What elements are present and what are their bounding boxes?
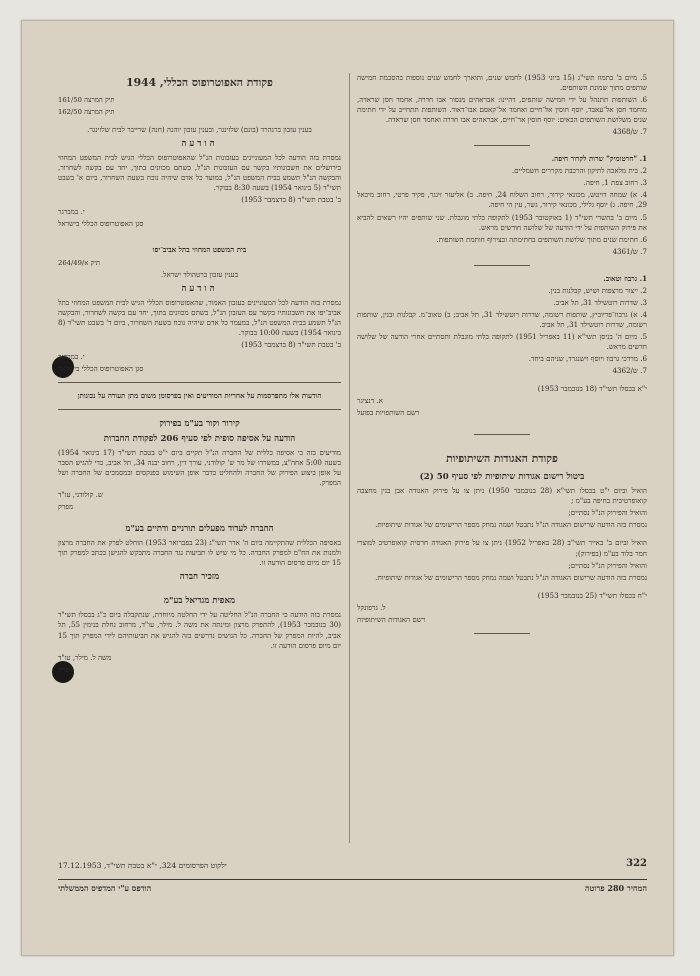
page-number: 322 xyxy=(626,858,647,869)
signature-title: מפרק xyxy=(58,664,74,674)
footer-rule xyxy=(58,879,647,880)
section-divider xyxy=(58,409,341,410)
company-name: החברה לעדוד מפעלים תורניים ודתיים בע"מ xyxy=(125,524,274,535)
section-subtitle: ביטול רישום אגודות שיתופיות לפי סעיף 50 (2) xyxy=(419,472,585,483)
case-reference: תיק המרצה 161/50 xyxy=(58,96,115,104)
list-item: 2. בית מלאכה לתיקון והרכבת מקררים חשמליים. xyxy=(511,166,647,176)
list-item: 7. ש/4361 xyxy=(612,246,647,256)
paragraph: הואיל וביום י"ט בכסלו תשי"א (28 בנובמבר 1950) ניתן צו על פירוק האגודה אבן בנין מחצבה קואופרטיבית בחיפה בע"מ ; xyxy=(357,486,647,506)
list-item: 6. מרדכי גרבוז ויוסף וישנגרד, שניהם ביחד. xyxy=(528,354,647,364)
list-item: 3. רחוב צפת 1, חיפה. xyxy=(583,178,647,188)
section-divider xyxy=(474,145,530,146)
list-item: 4. א) שמחה דויטש, מכונאי קירור, רחוב השלוח 24, חיפה. ב) אליעזר זינגר, פקיד פרטי, רחוב מיכאל 29, חיפה. ג) יוסף גלילי, מכונאי קירור, גשר, עין הי חיפה. xyxy=(357,190,647,210)
section-divider xyxy=(474,265,530,266)
date-line: י"א בכסלו תשי"ד (18 בנובמבר 1953) xyxy=(537,384,647,394)
list-item: 6. חתימת שנים מתוך שלושת השותפים בחתימתה ובצירוף חותמת השותפות. xyxy=(436,234,647,244)
paragraph: נמסרת בזה הודעה כי החברה הנ"ל החליטה על ידי החלטה מיוחדת, שנתקבלה ביום כ"ג בכסלו תשי"ד (30 בנובמבר 1953), להתפרק מרצון ומינתה את משה ל. מילר, עו"ד, מרחוב נחלת בנימין 55, תל אביב, להיות המפרק של החברה. כל הנושים נדרשים בזה להגיש את תביעותיהם לידי המפרק תוך 15 יום מיום פרסום הודעה זו. xyxy=(58,610,341,650)
signature-title: רשם השותפויות בפועל xyxy=(357,408,420,418)
signature-name: א. דנציגר xyxy=(357,396,383,406)
list-item: 4. א) גרבוז־פריוביץ, שותפות רשומה, שדרות רוטשילד 31, תל אביב; ב) טאוב־מ. קבלנות ובנין, שותפות רשומה, שדרות רוטשילד 31, תל אביב. xyxy=(357,309,647,329)
paragraph: נמסרת בזה הודעה לכל המעוניינים בעזבונות הנ"ל שהאפוטרופוס הכללי הגיש לבית המשפט המחוזי בירושלים את חשבונותיו בקשר עם העזבונות הנ"ל, בשתם מכוונים בתוך, יחד עם בקשה לשחרור, והבקשה הנ"ל תשמע בבית המשפט הנ"ל, במועד כל אדם שיהיה נוכח בשעת השחרור, ביום א' בשבט תשי"ד (5 בינואר 1954) בשעה 8:30 בבוקר. xyxy=(58,153,341,193)
section-title: פקודת האפוטרופוס הכללי, 1944 xyxy=(126,76,273,89)
printer-label: הודפס ע"י המדפיס הממשלתי xyxy=(58,883,152,893)
disclaimer: הודעות אלו מתפרסמות על אחריות המודיעים ואין בפרסומן משום מתן תעודה על נכונותן xyxy=(77,390,322,400)
notice-subject: בענין עזבון ברטהולד ישראל. xyxy=(160,269,239,279)
notice-heading: הודעה על אסיפה סופית לפי סעיף 206 לפקודת החברות xyxy=(103,433,296,444)
company-name: קירור וקור בע"מ בפירוק xyxy=(159,418,240,429)
date-line: ב' בטבת תשי"ד (8 בדצמבר 1953) xyxy=(241,195,341,205)
paragraph: נמסרת בזה הודעה לכל המעוניינים בעזבון האמור, שהאפוטרופוס הכללי הגיש לבית המשפט המחוזי בתל אביב־יפו את חשבונותיו בקשר עם העזבון הנ"ל, בשתם מכוונים בתוך, יחד עם בקשה לשחרור, והבקשה הנ"ל תשמע בבית המשפט הנ"ל, במעמד כל אדם שיהיה נוכח בשעת השחרור, ביום ד' בשבט תשי"ד (8 בינואר 1954) בשעה 10:00 בבוקר. xyxy=(58,297,341,337)
list-item: 1. גרבוז וטאוב. xyxy=(603,273,647,283)
notice-heading: הודעה xyxy=(181,139,218,150)
right-column xyxy=(357,73,647,642)
signature-title: מפרק xyxy=(58,502,74,512)
paragraph: מודיעים בזה כי אסיפה כללית של החברה הנ"ל תקיים ביום י"ט בטבת תשי"ד (17 בינואר 1954) בשעה 5:00 אחה"צ, במשרדו של מר ש' קולודני, עורך דין, רחוב יבנה 34, תל אביב, כדי להגיש הסבר על אופן ביצוע הפירוק של החברה ולהחליט בדבר אופן השימוש בפנקסים ובמסמכים של החברה ושל המפרק. xyxy=(58,447,341,488)
signature-name: י. במברגר xyxy=(58,207,85,217)
list-item: 2. ייצור מרצפות ושיש, קבלנות בנין. xyxy=(548,285,647,295)
section-title: פקודת האגודות השיתופיות xyxy=(446,452,558,466)
left-column xyxy=(58,73,341,677)
court-name: בית המשפט המחוזי בתל אביב־יפו xyxy=(152,245,247,255)
date-line: ב' בטבת תשי"ד (8 בדצמבר 1953) xyxy=(241,339,341,349)
issue-line: ילקוט הפרסומים 324, י"א בטבת תשי"ד, 17.12.1953 xyxy=(58,861,227,870)
paragraph: והואיל והפירוק הנ"ל נסתיים; xyxy=(568,508,647,518)
signature-name: ל. גרפונקל xyxy=(357,602,386,612)
section-divider xyxy=(58,382,341,383)
date-line: י"ח בכסלו תשי"ד (25 בנובמבר 1953) xyxy=(537,590,647,600)
list-item: 1. "חרטומיק" שרות לקרור חיפה. xyxy=(551,154,647,164)
case-reference: תיק א/264/49 xyxy=(58,258,101,267)
list-item: 7. ש/4368 xyxy=(612,127,647,137)
case-reference: תיק המרצה 162/50 xyxy=(58,108,115,117)
signature-title: מזכיר חברה xyxy=(179,572,220,583)
list-item: 5. מיום ב' בתמוז תשי"ג (15 ביוני 1953) לחמש שנים, ותוארך לחמש שנים נוספות בהסכמת חמישה שותפים מתוך שמונת השותפים. xyxy=(357,73,647,93)
column-divider xyxy=(349,73,350,843)
company-name: מאפית מגדיאל בע"מ xyxy=(163,596,236,607)
price-label: המחיר 280 פרוטה xyxy=(584,883,647,893)
signature-name: י. במברגר xyxy=(58,351,85,361)
signature-title: סגן האפוטרופוס הכללי בישראל xyxy=(58,363,144,373)
signature-name: משה ל. מילר, עו"ד xyxy=(58,652,112,662)
paragraph: והואיל והפירוק הנ"ל נסתיים; xyxy=(568,560,647,570)
list-item: 5. מיום ה' בניסן תשי"א (11 באפריל 1951) לתקופה בלתי מוגבלת ותסתיים אחרי הודעה של שלושה חדשים מראש. xyxy=(357,331,647,351)
list-item: 3. שדרות רוטשילד 31, תל אביב. xyxy=(553,297,647,307)
signature-name: ש. קולודני, עו"ד xyxy=(58,490,103,500)
section-divider xyxy=(474,434,530,435)
signature-title: רשם האגודות השיתופיות xyxy=(357,614,426,624)
list-item: 5. מיום ב' בתשרי תשי"ד (1 באוקטובר 1953) לתקופה בלתי מוגבלת. שני שותפים יהיו רשאים להביא את פירוק השותפות על ידי הודעה של שלושה חודשים מראש. xyxy=(357,212,647,232)
signature-title: סגן האפוטרופוס הכללי בישראל xyxy=(58,219,144,229)
paragraph: נמסרת בזה הודעה שרישום האגודה הנ"ל נתבטל ושמה נמחק מספר הרישומים של אגודות שיתופיות. xyxy=(375,572,647,582)
section-divider xyxy=(474,633,530,634)
paragraph: הואיל וביום ב' באייר תשי"ב (28 באפריל 1952) ניתן צו על פירוק האגודה חרסית קואופרטיב למוצרי חמר בלוד בע"מ (בפירוק); xyxy=(357,538,647,558)
notice-heading: הודעה xyxy=(181,283,218,294)
list-item: 6. השותפות תתנהל על ידי חמישה שותפים, דהיינו: אבראהים מנסור אבו חדרה, אחמד חסן שראדה, מוחמד חסן אל־עאבד, יוסף חוסין אל־חיים ואחמד אל־קאסם אבו־דאוד. השותפות תתחייב על ידי חתימת שנים משלושת השותפים הבאים: יוסף חוסין אר־חיים, אבראהים אבו חדרה ואחמד חסן שראדה. xyxy=(357,95,647,125)
paragraph: נמסרת בזה הודעה שרישום האגודה הנ"ל נתבטל ושמה נמחק מספר הרישומים של אגודות שיתופיות. xyxy=(375,520,647,530)
gazette-page xyxy=(21,20,674,956)
paragraph: באסיפה הכללית שהתקיימה ביום ה' אדר תשי"ג (23 בפברואר 1953) הוחלט לפרק את החברה מרצון ולמנות את הח"מ למפרק החברה. כל מי שיש לו תביעות נגד החברה מתבקש להגישן בכתב למפרק תוך 15 יום מיום פרסום הודעה זו. xyxy=(58,538,341,568)
list-item: 7. ש/4362 xyxy=(612,366,647,376)
notice-subject: בענין עזבון ברנהרד (בונם) שלזינגר, ובענין עזבון יוהנה (חנה) שרייבר לבית שלזינגר. xyxy=(87,125,312,135)
